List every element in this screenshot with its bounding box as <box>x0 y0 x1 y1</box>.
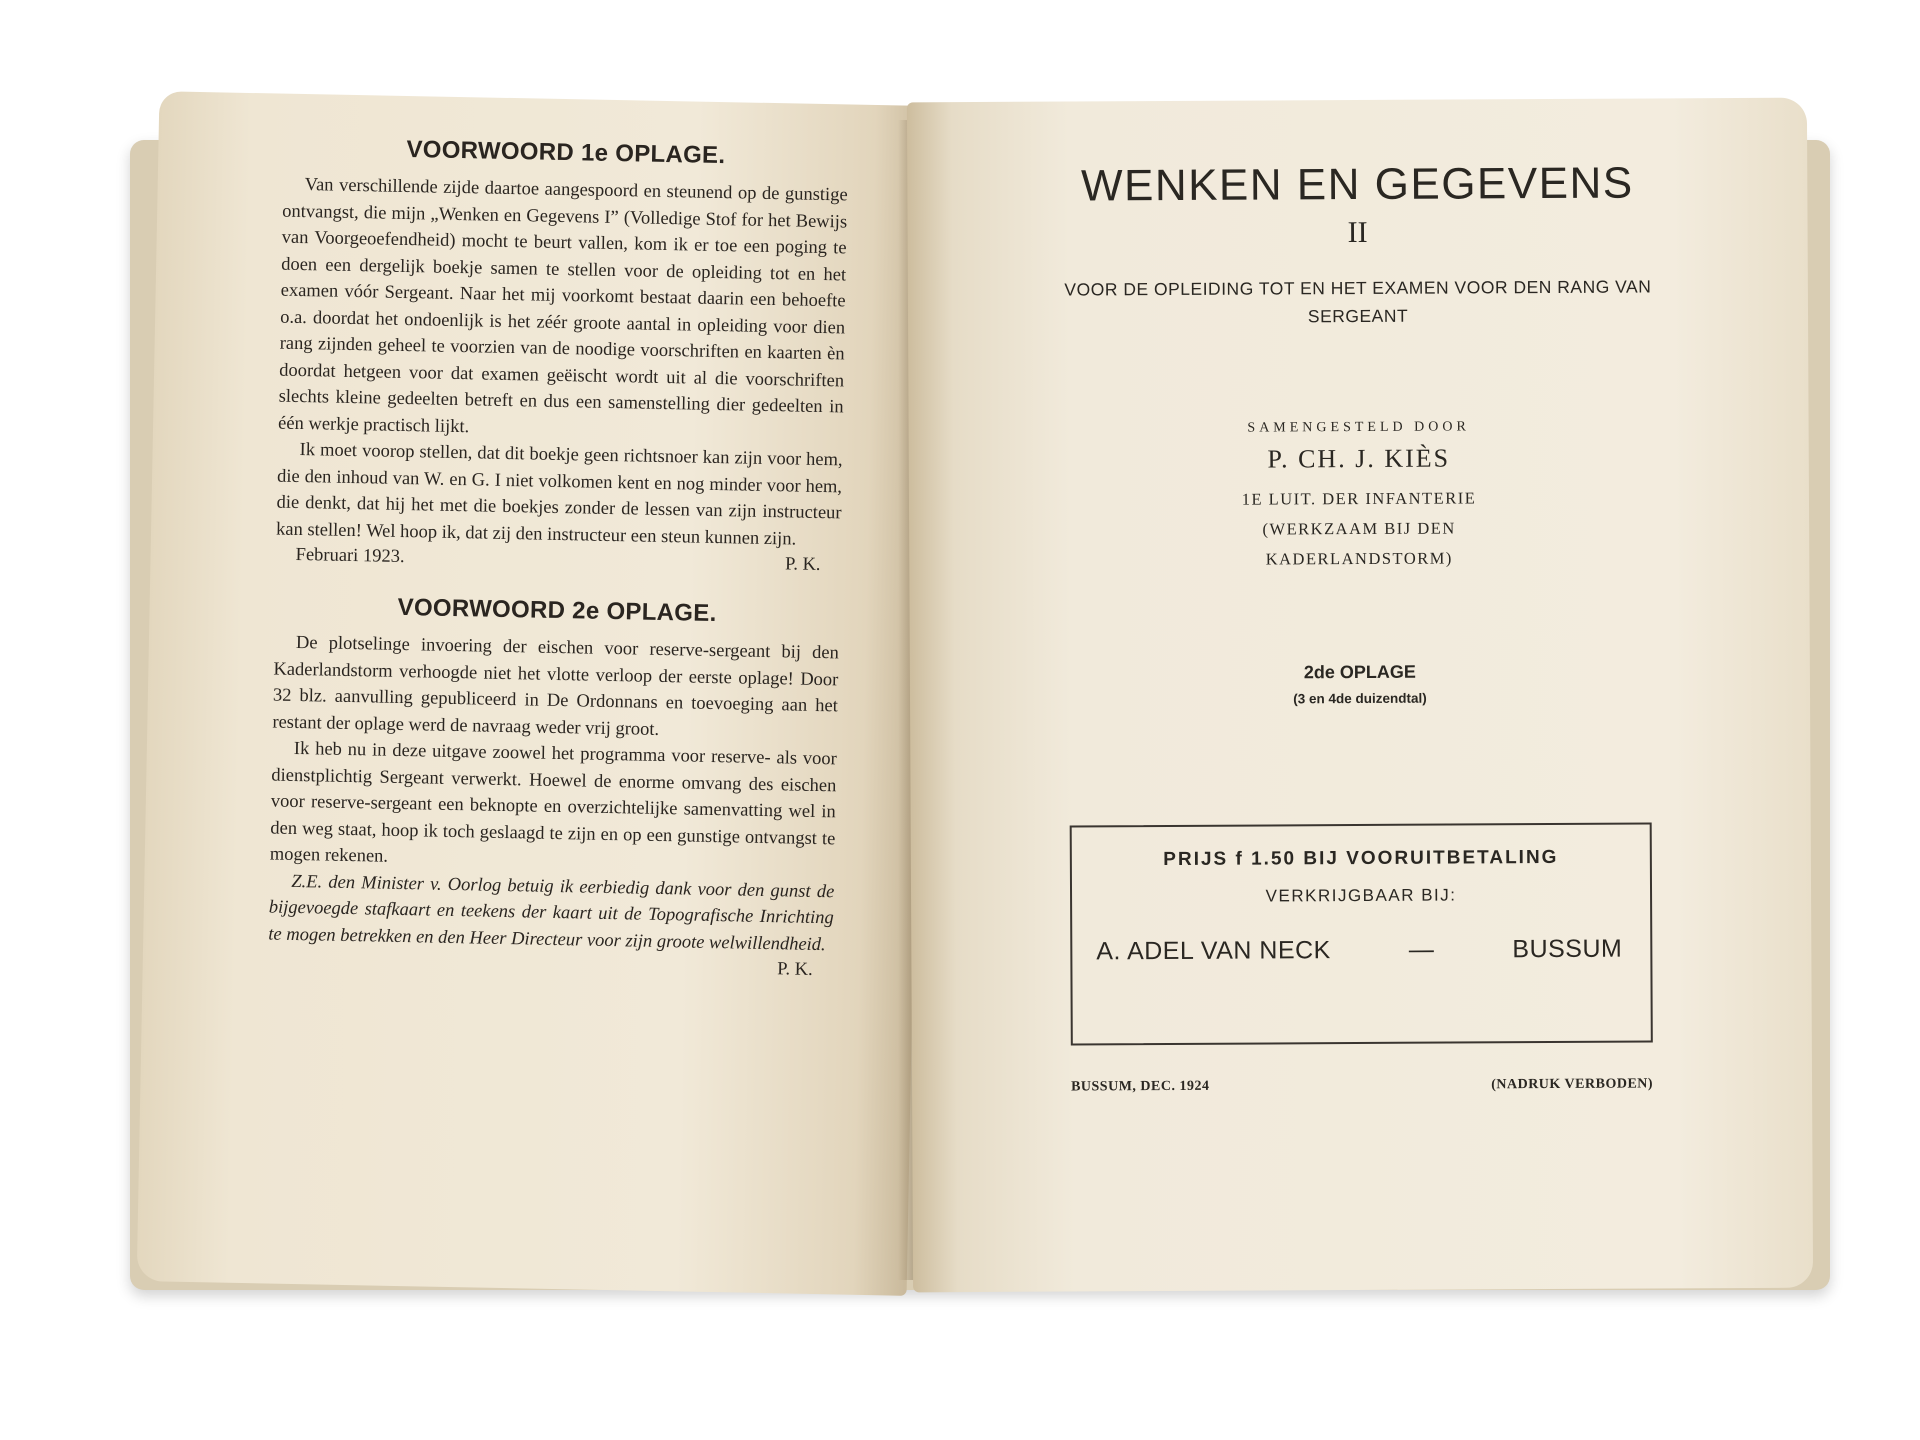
preface2-paragraph-1: De plotselinge invoering der eischen voor reserve-sergeant bij den Kaderlandstorm verhoogde niet het vlotte verloop der eerste oplage! Door 32 blz. aanvulling gepubliceerd in De Ordonnans en toevoeging aan het restant der oplage werd de navraag weder vrij groot. <box>272 632 840 740</box>
preface2-paragraph-2: Ik heb nu in deze uitgave zoowel het programma voor reserve- als voor dienstplichtig Sergeant verwerkt. Hoewel de enorme omvang des eischen voor reserve-sergeant een beknopte en overzichtelijke samenvatting wel in den weg staat, hoop ik toch geslaagd te zijn en op een gunstige ontvangst te mogen rekenen. <box>269 738 837 867</box>
left-page-text <box>268 134 849 982</box>
author-affiliation-2: KADERLANDSTORM) <box>1265 548 1453 569</box>
author-rank: 1E LUIT. DER INFANTERIE <box>1241 488 1477 509</box>
title-page-footer <box>1071 1076 1653 1095</box>
composed-by-label: SAMENGESTELD DOOR <box>1247 419 1470 436</box>
title-page <box>977 158 1742 1096</box>
volume-number: II <box>1347 215 1368 250</box>
edition-print-run: (3 en 4de duizendtal) <box>1293 690 1427 707</box>
copyright-notice: (NADRUK VERBODEN) <box>1491 1076 1654 1093</box>
author-credentials <box>979 482 1739 576</box>
preface1-signature: P. K. <box>784 554 821 576</box>
left-page <box>137 91 930 1296</box>
seller-line <box>1096 935 1622 967</box>
book-title: WENKEN EN GEGEVENS <box>1080 158 1634 211</box>
right-page <box>907 98 1813 1293</box>
preface2-signature: P. K. <box>777 959 813 980</box>
price-box <box>1070 822 1653 1045</box>
preface1-date: Februari 1923. <box>295 544 405 568</box>
available-at-label: VERKRIJGBAAR BIJ: <box>1265 885 1457 906</box>
book-subtitle: VOOR DE OPLEIDING TOT EN HET EXAMEN VOOR DEN RANG VAN SERGEANT <box>1064 276 1652 327</box>
place-date: BUSSUM, DEC. 1924 <box>1071 1078 1210 1095</box>
preface1-paragraph-2: Ik moet voorop stellen, dat dit boekje geen richtsnoer kan zijn voor hem, die den inhoud van W. en G. I niet volkomen kent en nog minder voor hem, die denkt, dat hij het met die boekjes zonder de lessen van zijn instructeur kan stellen! Wel hoop ik, dat zij den instructeur een steun kunnen zijn. <box>275 439 843 550</box>
price-line: PRIJS f 1.50 BIJ VOORUITBETALING <box>1163 846 1559 871</box>
preface1-heading: VOORWOORD 1e OPLAGE. <box>406 135 726 170</box>
author-name: P. CH. J. KIÈS <box>1267 443 1451 474</box>
seller-name: A. ADEL VAN NECK <box>1096 936 1331 966</box>
preface1-paragraph-1: Van verschillende zijde daartoe aangespoord en steunend op de gunstige ontvangst, die mijn „Wenken en Gegevens I” (Volledige Stof for het Bewijs van Voorgeoefendheid) mocht te beurt vallen, kom ik er toe een poging te doen een dergelijk boekje samen te stellen voor de opleiding tot en het examen vóór Sergeant. Naar het mij voorkomt bestaat daarin een behoefte o.a. doordat het ondoenlijk is het zéér groote aantal in opleiding voor dien rang zijnden geheel te voorzien van de noodige voorschriften en kaarten èn doordat hetgeen voor dat examen geëischt wordt uit al die voorschriften slechts kleine gedeelten betreft en dus een samenstelling dier gedeelten in één werkje practisch lijkt. <box>277 175 848 437</box>
preface2-acknowledgement: Z.E. den Minister v. Oorlog betuig ik eerbiedig dank voor den gunst de bijgevoegde stafkaart en teekens der kaart uit de Topografische Inrichting te mogen betrekken en den Heer Directeur voor zijn groote welwillendheid. <box>268 871 835 955</box>
preface2-heading: VOORWOORD 2e OPLAGE. <box>397 593 717 628</box>
open-book <box>120 100 1840 1300</box>
author-affiliation-1: (WERKZAAM BIJ DEN <box>1262 518 1456 539</box>
edition-label: 2de OPLAGE <box>1303 661 1416 683</box>
seller-dash: — <box>1408 935 1435 964</box>
seller-city: BUSSUM <box>1512 934 1623 964</box>
